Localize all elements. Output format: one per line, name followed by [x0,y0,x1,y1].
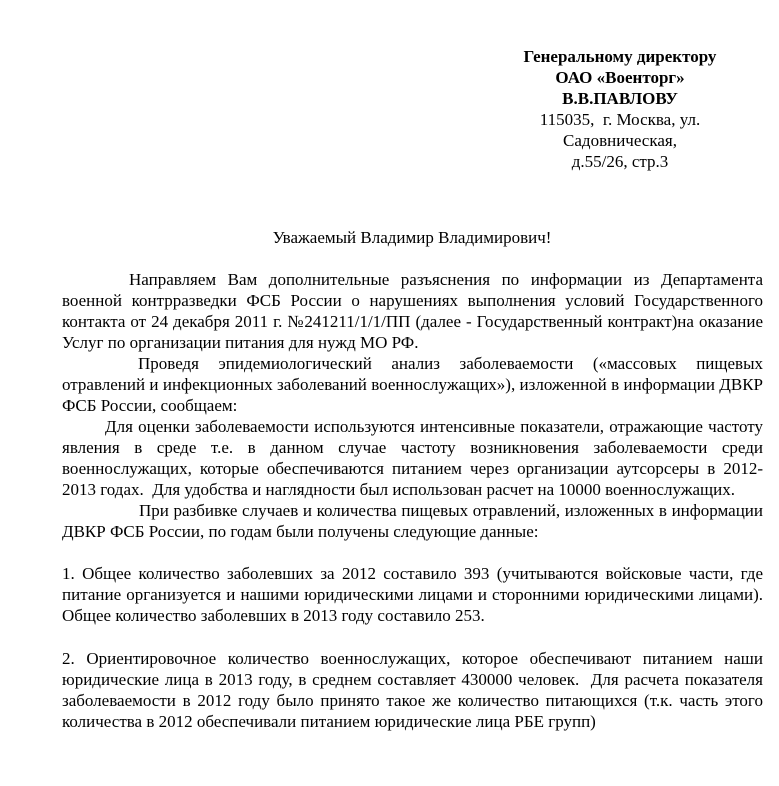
salutation: Уважаемый Владимир Владимирович! [272,228,552,247]
paragraph-item-2: 2. Ориентировочное количество военнослужащих, которое обеспечивают питанием наши юридические лица в 2013 году, в среднем составляет 430000 человек. Для расчета показателя заболеваемости в 2012 году было принято такое же количество питающихся (т.к. часть этого количества в 2012 обеспечивали питанием юридические лица РБЕ групп) [62,649,763,731]
paragraph-analysis: Проведя эпидемиологический анализ заболеваемости («массовых пищевых отравлений и инфекционных заболеваний военнослужащих»), изложенной в информации ДВКР ФСБ России, сообщаем: [62,354,763,415]
recipient-address-line-1: 115035, г. Москва, ул. [539,110,701,129]
paragraph-methodology: Для оценки заболеваемости используются интенсивные показатели, отражающие частоту явления в среде т.е. в данном случае частоту возникновения заболеваемости среди военнослужащих, которые обеспечиваются питанием через организации аутсорсеры в 2012-2013 годах. Для удобства и наглядности был использован расчет на 10000 военнослужащих. [62,417,763,499]
paragraph-item-1: 1. Общее количество заболевших за 2012 составило 393 (учитываются войсковые части, где питание организуется и нашими юридическими лицами и сторонними юридическими лицами). Общее количество заболевших в 2013 году составило 253. [62,564,763,625]
recipient-position-line: Генеральному директору [523,47,717,66]
recipient-company-line: ОАО «Военторг» [555,68,685,87]
recipient-address-line-2: Садовническая, [563,131,677,150]
letter-body [62,269,763,732]
paragraph-breakdown-intro: При разбивке случаев и количества пищевых отравлений, изложенных в информации ДВКР ФСБ России, по годам были получены следующие данные: [62,501,763,541]
recipient-address-line-3: д.55/26, стр.3 [571,152,669,171]
recipient-address-block [498,46,742,172]
paragraph-intro: Направляем Вам дополнительные разъяснения по информации из Департамента военной контрразведки ФСБ России о нарушениях выполнения условий Государственного контакта от 24 декабря 2011 г. №241211/1/1/ПП (далее - Государственный контракт)на оказание Услуг по организации питания для нужд МО РФ. [62,270,763,352]
recipient-name-line: В.В.ПАВЛОВУ [562,89,678,108]
